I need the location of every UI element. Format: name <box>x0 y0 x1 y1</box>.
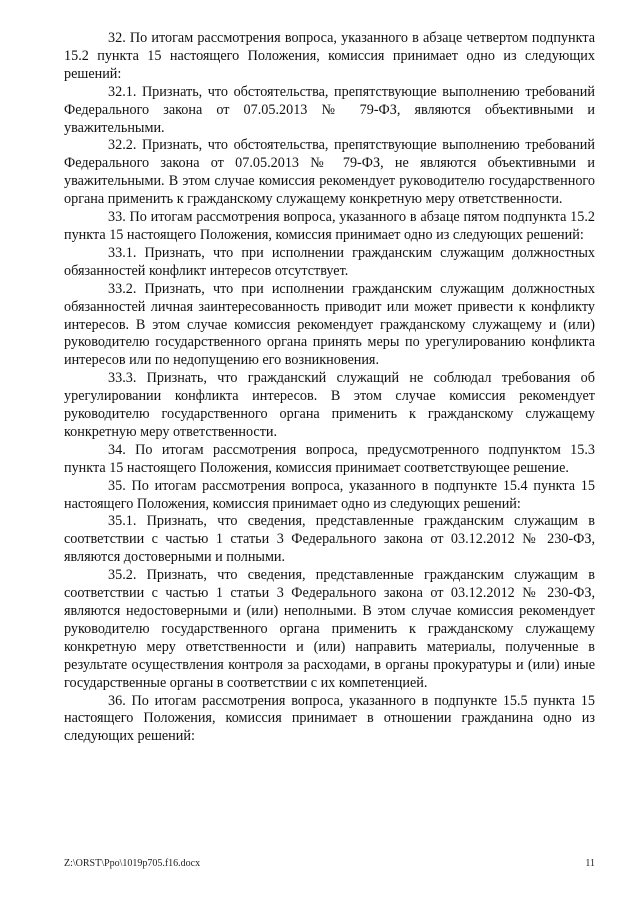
paragraph-35-1: 35.1. Признать, что сведения, представленные гражданским служащим в соответствии с частью 1 статьи 3 Федерального закона от 03.12.2012 № 230-ФЗ, являются достоверными и полными. <box>64 513 595 566</box>
paragraph-32: 32. По итогам рассмотрения вопроса, указанного в абзаце четвертом подпункта 15.2 пункта 15 настоящего Положения, комиссия принимает одно из следующих решений: <box>64 30 595 82</box>
paragraph-34: 34. По итогам рассмотрения вопроса, предусмотренного подпунктом 15.3 пункта 15 настоящего Положения, комиссия принимает соответствующее решение. <box>64 441 595 476</box>
paragraph-33: 33. По итогам рассмотрения вопроса, указанного в абзаце пятом подпункта 15.2 пункта 15 настоящего Положения, комиссия принимает одно из следующих решений: <box>64 209 595 243</box>
paragraph-33-1: 33.1. Признать, что при исполнении гражданским служащим должностных обязанностей конфликт интересов отсутствует. <box>64 244 595 279</box>
footer-file-path: Z:\ORST\Ppo\1019p705.f16.docx <box>64 858 201 869</box>
document-body <box>64 30 595 746</box>
footer-page-number: 11 <box>585 858 595 869</box>
paragraph-33-2: 33.2. Признать, что при исполнении гражданским служащим должностных обязанностей личная заинтересованность приводит или может привести к конфликту интересов. В этом случае комиссия рекомендует гражданскому служащему и (или) руководителю государственного органа принять меры по урегулированию конфликта интересов или по недопущению его возникновения. <box>64 280 595 369</box>
paragraph-32-1: 32.1. Признать, что обстоятельства, препятствующие выполнению требований Федерального закона от 07.05.2013 № 79-ФЗ, являются объективными и уважительными. <box>64 83 595 136</box>
paragraph-35-2: 35.2. Признать, что сведения, представленные гражданским служащим в соответствии с частью 1 статьи 3 Федерального закона от 03.12.2012 № 230-ФЗ, являются недостоверными и (или) неполными. В этом случае комиссия рекомендует руководителю государственного органа применить к гражданскому служащему конкретную меру ответственности и (или) направить материалы, полученные в результате осуществления контроля за расходами, в органы прокуратуры и (или) иные государственные органы в соответствии с их компетенцией. <box>64 567 595 691</box>
paragraph-36: 36. По итогам рассмотрения вопроса, указанного в подпункте 15.5 пункта 15 настоящего Положения, комиссия принимает в отношении гражданина одно из следующих решений: <box>64 692 595 745</box>
paragraph-32-2: 32.2. Признать, что обстоятельства, препятствующие выполнению требований Федерального закона от 07.05.2013 № 79-ФЗ, не являются объективными и уважительными. В этом случае комиссия рекомендует руководителю государственного органа применить к гражданскому служащему конкретную меру ответственности. <box>64 137 595 208</box>
paragraph-35: 35. По итогам рассмотрения вопроса, указанного в подпункте 15.4 пункта 15 настоящего Положения, комиссия принимает одно из следующих решений: <box>64 477 595 512</box>
paragraph-33-3: 33.3. Признать, что гражданский служащий не соблюдал требования об урегулировании конфликта интересов. В этом случае комиссия рекомендует руководителю государственного органа применить к гражданскому служащему конкретную меру ответственности. <box>64 370 595 440</box>
